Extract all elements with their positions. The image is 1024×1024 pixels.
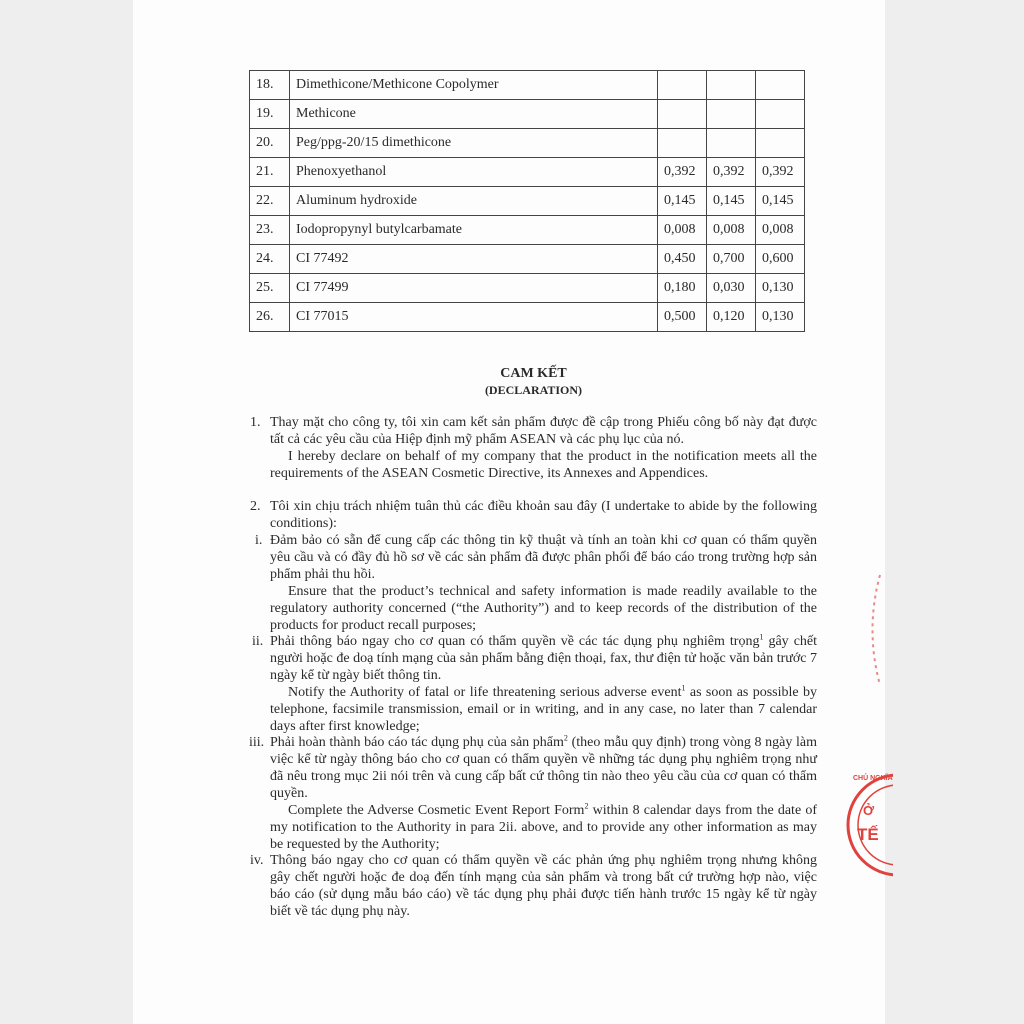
value-2	[707, 71, 756, 100]
value-3: 0,130	[756, 274, 805, 303]
ingredient-name: Dimethicone/Methicone Copolymer	[290, 71, 658, 100]
ingredients-table	[249, 70, 805, 332]
ingredient-name: CI 77499	[290, 274, 658, 303]
sub-iii-vi: Phải hoàn thành báo cáo tác dụng phụ của sản phẩm$^2$ (theo mẫu quy định) trong vòng 8 ngày làm việc kể từ ngày thông báo cho cơ quan có thẩm quyền về những tác dụng phụ nghiêm trọng như đã nêu trong mục 2ii nói trên và cung cấp bất cứ thông tin nào theo yêu cầu của cơ quan có thẩm quyền.	[270, 733, 818, 801]
value-1	[658, 129, 707, 158]
table-row	[250, 71, 805, 100]
declaration-subtitle: (DECLARATION)	[484, 383, 583, 397]
value-1: 0,500	[658, 303, 707, 332]
table-row	[250, 129, 805, 158]
value-3	[756, 100, 805, 129]
ingredient-name: Iodopropynyl butylcarbamate	[290, 216, 658, 245]
value-3: 0,145	[756, 187, 805, 216]
value-3	[756, 71, 805, 100]
table-row	[250, 158, 805, 187]
table-row	[250, 100, 805, 129]
value-2	[707, 129, 756, 158]
value-2: 0,030	[707, 274, 756, 303]
value-2: 0,145	[707, 187, 756, 216]
sub-iv-vi: Thông báo ngay cho cơ quan có thẩm quyền về các phản ứng phụ nghiêm trọng nhưng không gây chết người hoặc đe doạ đến tính mạng của sản phẩm và trong bất cứ trường hợp nào, việc báo cáo (sử dụng mẫu báo cáo) về tác dụng phụ phải được tiến hành trước 15 ngày kể từ ngày biết về tác dụng phụ này.	[270, 853, 817, 919]
sub-ii-label: ii.	[252, 634, 264, 649]
item-1-label: 1.	[250, 415, 261, 430]
table-row	[250, 245, 805, 274]
ingredient-name: Aluminum hydroxide	[290, 187, 658, 216]
value-1: 0,392	[658, 158, 707, 187]
item-2-text: Tôi xin chịu trách nhiệm tuân thủ các điều khoản sau đây (I undertake to abide by the following conditions):	[270, 499, 817, 531]
declaration-title: CAM KẾT	[500, 366, 567, 381]
value-1	[658, 100, 707, 129]
value-2: 0,700	[707, 245, 756, 274]
value-3: 0,130	[756, 303, 805, 332]
row-number: 23.	[250, 216, 290, 245]
row-number: 20.	[250, 129, 290, 158]
value-3: 0,008	[756, 216, 805, 245]
value-1: 0,145	[658, 187, 707, 216]
item-1-en: I hereby declare on behalf of my company that the product in the notification meets all the requirements of the ASEAN Cosmetic Directive, its Annexes and Appendices.	[270, 449, 817, 481]
value-1: 0,450	[658, 245, 707, 274]
table-row	[250, 216, 805, 245]
value-2: 0,120	[707, 303, 756, 332]
row-number: 22.	[250, 187, 290, 216]
ingredient-name: Phenoxyethanol	[290, 158, 658, 187]
ingredient-name: CI 77492	[290, 245, 658, 274]
value-2: 0,392	[707, 158, 756, 187]
sub-iii-en: Complete the Adverse Cosmetic Event Report Form$^2$ within 8 calendar days from the date of my notification to the Authority in para 2ii. above, and to provide any other information as may be requested by the Authority;	[270, 801, 817, 852]
sub-ii-en: Notify the Authority of fatal or life threatening serious adverse event$^1$ as soon as possible by telephone, facsimile transmission, email or in writing, and in any case, no later than 7 calendar days after first knowledge;	[270, 683, 817, 734]
row-number: 19.	[250, 100, 290, 129]
row-number: 21.	[250, 158, 290, 187]
value-2: 0,008	[707, 216, 756, 245]
row-number: 18.	[250, 71, 290, 100]
sub-i-label: i.	[255, 533, 263, 548]
sub-iv-label: iv.	[250, 853, 264, 868]
sub-ii-vi: Phải thông báo ngay cho cơ quan có thẩm quyền về các tác dụng phụ nghiêm trọng$^1$ gây chết người hoặc đe doạ tính mạng của sản phẩm bằng điện thoại, fax, thư điện tử hoặc văn bản trước 7 ngày kể từ ngày biết thông tin.	[270, 632, 818, 683]
sub-i-vi: Đảm bảo có sẵn để cung cấp các thông tin kỹ thuật và tính an toàn khi cơ quan có thẩm quyền yêu cầu và có đầy đủ hồ sơ về các sản phẩm đã được phân phối để báo cáo trong trường hợp sản phẩm phải thu hồi.	[270, 533, 817, 582]
table-row	[250, 274, 805, 303]
value-1: 0,008	[658, 216, 707, 245]
value-1	[658, 71, 707, 100]
item-2-label: 2.	[250, 499, 261, 514]
table-row	[250, 187, 805, 216]
value-1: 0,180	[658, 274, 707, 303]
red-stamp: CHỦ NGHĨA Ở TẾ	[843, 770, 893, 880]
item-1-vi: Thay mặt cho công ty, tôi xin cam kết sản phẩm được đề cập trong Phiếu công bố này đạt được tất cả các yêu cầu của Hiệp định mỹ phẩm ASEAN và các phụ lục của nó.	[270, 415, 817, 447]
sub-iii-label: iii.	[249, 735, 265, 750]
sub-i-en: Ensure that the product’s technical and safety information is made readily available to the regulatory authority concerned (“the Authority”) and to keep records of the distribution of the products for product recall purposes;	[270, 584, 817, 633]
value-3: 0,392	[756, 158, 805, 187]
ingredient-name: CI 77015	[290, 303, 658, 332]
value-2	[707, 100, 756, 129]
stamp-fragment-top	[860, 570, 890, 690]
table-row	[250, 303, 805, 332]
ingredient-name: Methicone	[290, 100, 658, 129]
row-number: 26.	[250, 303, 290, 332]
row-number: 25.	[250, 274, 290, 303]
value-3	[756, 129, 805, 158]
row-number: 24.	[250, 245, 290, 274]
value-3: 0,600	[756, 245, 805, 274]
ingredient-name: Peg/ppg-20/15 dimethicone	[290, 129, 658, 158]
